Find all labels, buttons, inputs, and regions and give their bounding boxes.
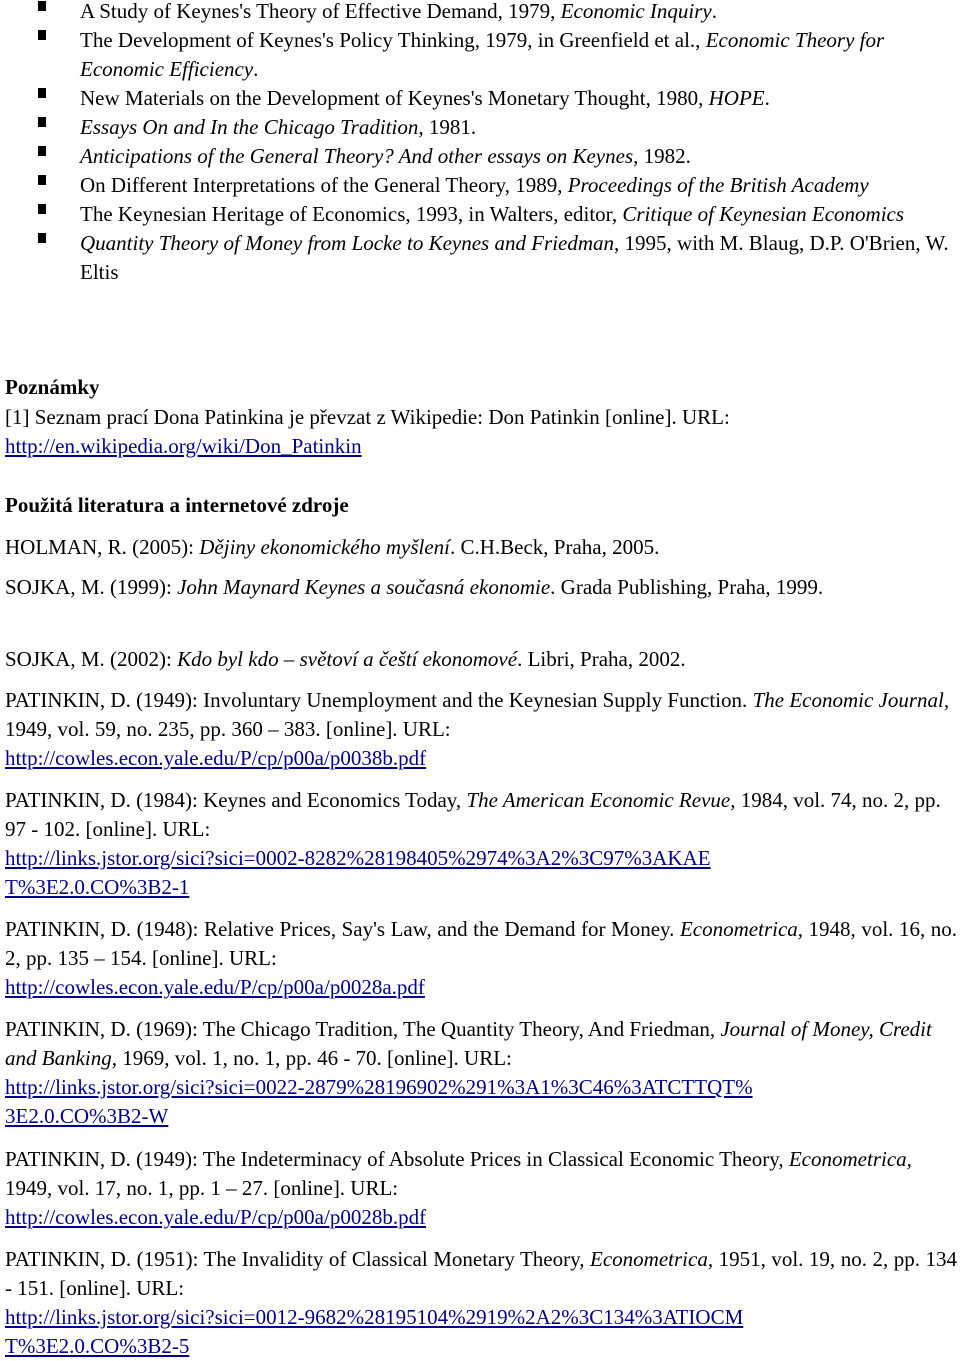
reference-item: SOJKA, M. (2002): Kdo byl kdo – světoví a čeští ekonomové. Libri, Praha, 2002. [5,647,686,671]
list-item: The Development of Keynes's Policy Thinking, 1979, in Greenfield et al., Economic Theory for Economic Efficiency. [0,26,960,84]
bullet-icon [38,1,46,11]
bullet-icon [38,175,46,185]
reference-item: HOLMAN, R. (2005): Dějiny ekonomického myšlení. C.H.Beck, Praha, 2005. [5,535,660,559]
reference-link[interactable]: http://links.jstor.org/sici?sici=0022-2879%28196902%291%3A1%3C46%3ATCTTQT%3E2.0.CO%3B2-W [5,1075,753,1128]
reference-link[interactable]: http://links.jstor.org/sici?sici=0002-8282%28198405%2974%3A2%3C97%3AKAET%3E2.0.CO%3B2-1 [5,846,711,899]
bullet-icon [38,30,46,40]
reference-item: PATINKIN, D. (1949): Involuntary Unemployment and the Keynesian Supply Function. The Economic Journal, 1949, vol. 59, no. 235, pp. 360 – 383. [online]. URL: http://cowles.econ.yale.edu/P/cp/p00a/p0038b.pdf [5,688,950,770]
bullet-icon [38,146,46,156]
bullet-icon [38,88,46,98]
reference-link[interactable]: http://links.jstor.org/sici?sici=0012-9682%28195104%2919%2A2%3C134%3ATIOCMT%3E2.0.CO%3B2-5 [5,1305,744,1358]
reference-item: PATINKIN, D. (1969): The Chicago Tradition, The Quantity Theory, And Friedman, Journal of Money, Credit and Banking, 1969, vol. 1, no. 1, pp. 46 - 70. [online]. URL: http://links.jstor.org/sici?sici=0022-2879%28196902%291%3A1%3C46%3ATCTTQT%3E2.0.CO%3B2-W [5,1017,932,1128]
notes-footnote [5,403,957,461]
list-item: The Keynesian Heritage of Economics, 1993, in Walters, editor, Critique of Keynesian Economics [0,200,960,229]
reference-link[interactable]: http://cowles.econ.yale.edu/P/cp/p00a/p0028a.pdf [5,975,425,999]
reference-link[interactable]: http://cowles.econ.yale.edu/P/cp/p00a/p0038b.pdf [5,746,427,770]
reference-item: SOJKA, M. (1999): John Maynard Keynes a současná ekonomie. Grada Publishing, Praha, 1999. [5,575,824,599]
list-item: Essays On and In the Chicago Tradition, 1981. [0,113,960,142]
reference-link[interactable]: http://cowles.econ.yale.edu/P/cp/p00a/p0028b.pdf [5,1205,427,1229]
list-item: Quantity Theory of Money from Locke to Keynes and Friedman, 1995, with M. Blaug, D.P. O'Brien, W. Eltis [0,229,960,287]
bullet-icon [38,233,46,243]
list-item: On Different Interpretations of the General Theory, 1989, Proceedings of the British Academy [0,171,960,200]
footnote-text: [1] Seznam prací Dona Patinkina je převzat z Wikipedie: Don Patinkin [online]. URL: [5,405,730,429]
reference-item: PATINKIN, D. (1949): The Indeterminacy of Absolute Prices in Classical Economic Theory, Econometrica, 1949, vol. 17, no. 1, pp. 1 – 27. [online]. URL: http://cowles.econ.yale.edu/P/cp/p00a/p0028b.pdf [5,1147,912,1229]
list-item: A Study of Keynes's Theory of Effective Demand, 1979, Economic Inquiry. [0,0,960,26]
list-item: New Materials on the Development of Keynes's Monetary Thought, 1980, HOPE. [0,84,960,113]
bullet-icon [38,204,46,214]
reference-item: PATINKIN, D. (1948): Relative Prices, Say's Law, and the Demand for Money. Econometrica, 1948, vol. 16, no. 2, pp. 135 – 154. [online]. URL: http://cowles.econ.yale.edu/P/cp/p00a/p0028a.pdf [5,917,957,999]
reference-item: PATINKIN, D. (1951): The Invalidity of Classical Monetary Theory, Econometrica, 1951, vol. 19, no. 2, pp. 134 - 151. [online]. URL: http://links.jstor.org/sici?sici=0012-9682%28195104%2919%2A2%3C134%3ATIOCMT%3E2.0.CO%3B2-5 [5,1247,957,1358]
works-list [0,0,960,287]
wikipedia-link[interactable]: http://en.wikipedia.org/wiki/Don_Patinkin [5,434,362,458]
reference-item: PATINKIN, D. (1984): Keynes and Economics Today, The American Economic Revue, 1984, vol. 74, no. 2, pp. 97 - 102. [online]. URL: http://links.jstor.org/sici?sici=0002-8282%28198405%2974%3A2%3C97%3AKAET%3E2.0.CO%3B2-1 [5,788,941,899]
notes-heading: Poznámky [5,375,100,399]
literature-heading: Použitá literatura a internetové zdroje [5,493,349,517]
bullet-icon [38,117,46,127]
list-item: Anticipations of the General Theory? And other essays on Keynes, 1982. [0,142,960,171]
